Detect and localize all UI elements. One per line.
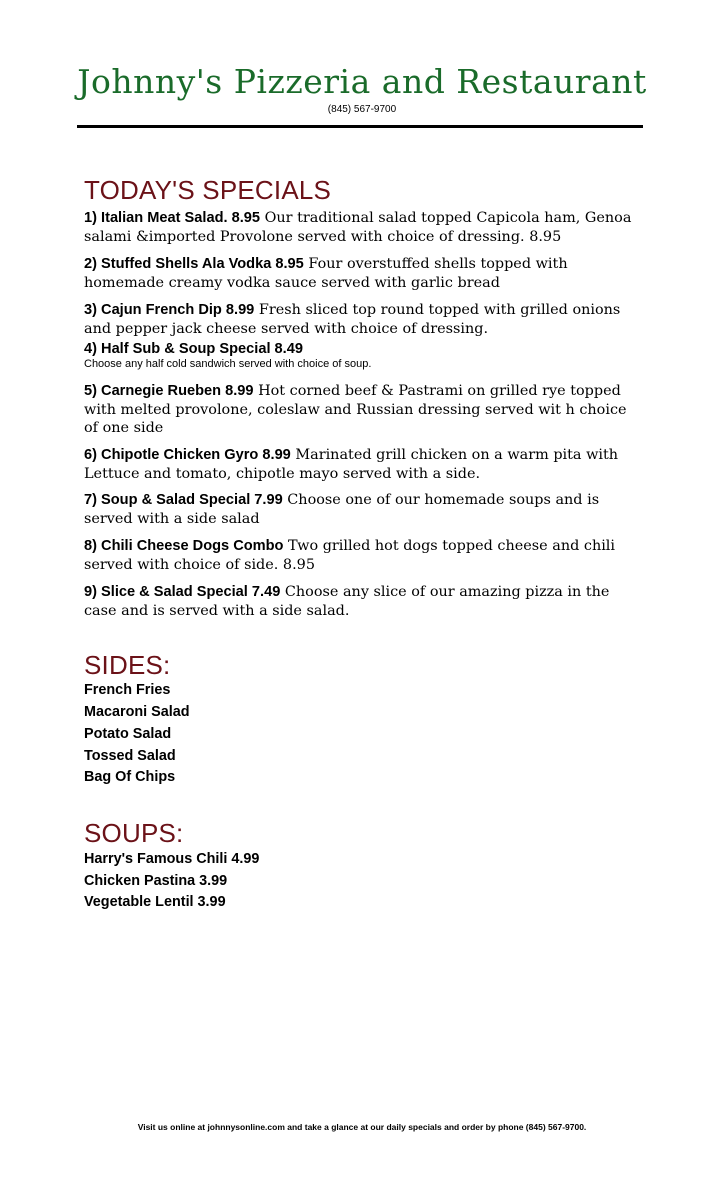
special-desc: Our traditional salad topped Capicola ham, Genoa salami &imported Provolone served with choice of dressing. 8.95 [84, 210, 632, 245]
special-desc: Choose any slice of our amazing pizza in the case and is served with a side salad. [84, 584, 610, 619]
special-name: 3) Cajun French Dip 8.99 [84, 302, 255, 318]
special-item-5 [84, 382, 644, 438]
special-name: 2) Stuffed Shells Ala Vodka 8.95 [84, 256, 304, 272]
special-desc: Choose one of our homemade soups and is served with a side salad [84, 492, 600, 527]
special-desc: Two grilled hot dogs topped cheese and chili served with choice of side. 8.95 [84, 538, 616, 573]
special-item-6 [84, 446, 644, 483]
special-desc: Marinated grill chicken on a warm pita with Lettuce and tomato, chipotle mayo served with a side. [84, 447, 619, 482]
soup-item: Chicken Pastina 3.99 [84, 873, 228, 889]
side-item: Potato Salad [84, 726, 172, 742]
special-item-8 [84, 537, 644, 574]
special-item-3 [84, 301, 644, 338]
special-name: 1) Italian Meat Salad. 8.95 [84, 210, 261, 226]
special-note: Choose any half cold sandwich served with choice of soup. [84, 358, 372, 370]
side-item: Macaroni Salad [84, 704, 190, 720]
side-item: Tossed Salad [84, 748, 176, 764]
special-item-9 [84, 583, 644, 620]
side-item: French Fries [84, 682, 171, 698]
special-name: 8) Chili Cheese Dogs Combo [84, 538, 284, 554]
special-name: 6) Chipotle Chicken Gyro 8.99 [84, 447, 291, 463]
special-item-4 [84, 340, 644, 359]
soups-heading: SOUPS: [84, 818, 184, 848]
header-phone: (845) 567-9700 [327, 104, 397, 115]
special-item-2 [84, 255, 644, 292]
special-name: 9) Slice & Salad Special 7.49 [84, 584, 281, 600]
special-desc: Fresh sliced top round topped with grilled onions and pepper jack cheese served with choice of dressing. [84, 302, 621, 337]
sides-heading: SIDES: [84, 650, 171, 680]
special-name: 7) Soup & Salad Special 7.99 [84, 492, 283, 508]
special-name: 5) Carnegie Rueben 8.99 [84, 383, 254, 399]
footer-text: Visit us online at johnnysonline.com and take a glance at our daily specials and order by phone (845) 567-9700. [137, 1122, 587, 1132]
special-name: 4) Half Sub & Soup Special 8.49 [84, 341, 303, 357]
special-item-7 [84, 491, 644, 528]
special-desc: Four overstuffed shells topped with homemade creamy vodka sauce served with garlic bread [84, 256, 568, 291]
special-item-1 [84, 209, 644, 246]
side-item: Bag Of Chips [84, 769, 176, 785]
soup-item: Harry's Famous Chili 4.99 [84, 851, 260, 867]
header-divider [77, 125, 643, 128]
soup-item: Vegetable Lentil 3.99 [84, 894, 226, 910]
special-desc: Hot corned beef & Pastrami on grilled rye topped with melted provolone, coleslaw and Russian dressing served wit h choice of one side [84, 383, 627, 436]
restaurant-title: Johnny's Pizzeria and Restaurant [77, 62, 647, 101]
specials-heading: TODAY'S SPECIALS [84, 175, 332, 205]
